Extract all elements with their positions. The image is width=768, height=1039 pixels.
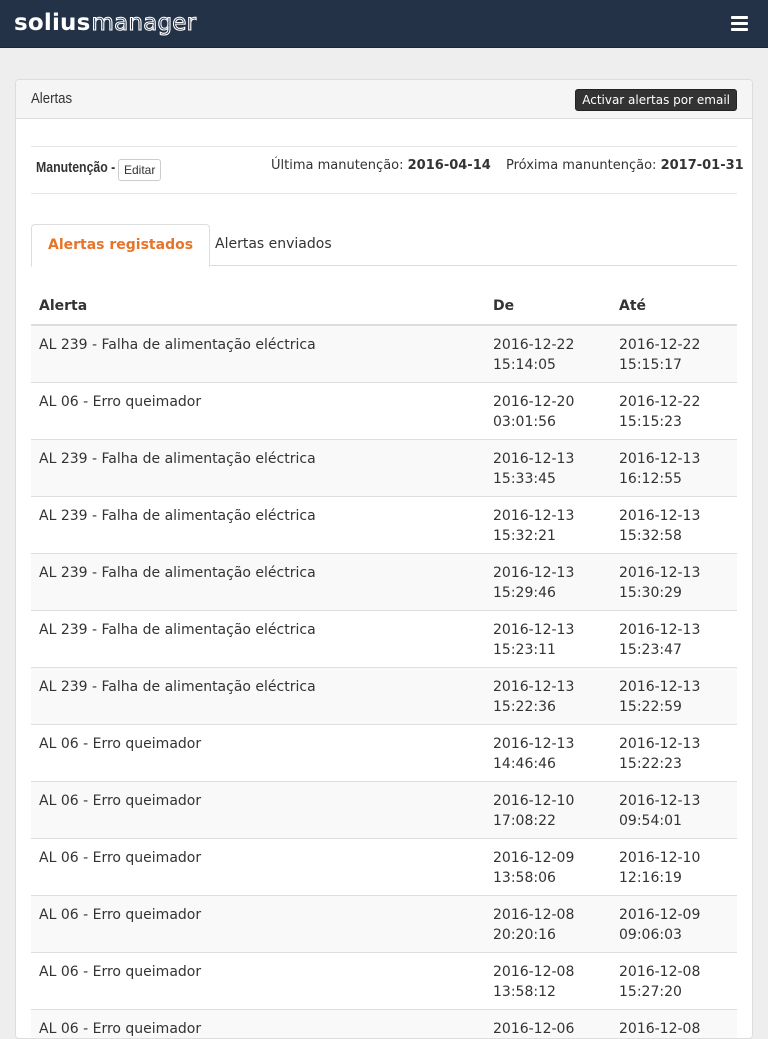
alerts-table [31, 287, 737, 1039]
from-datetime-cell [485, 1009, 611, 1039]
to-datetime-cell [611, 895, 737, 952]
from-datetime-cell [485, 838, 611, 895]
to-date: 2016-12-13 [619, 678, 701, 695]
alerts-tabs [31, 224, 737, 266]
table-row [31, 1009, 737, 1039]
to-time: 15:22:23 [619, 755, 682, 772]
alert-cell: AL 06 - Erro queimador [31, 781, 485, 838]
alert-cell: AL 06 - Erro queimador [31, 724, 485, 781]
to-date: 2016-12-13 [619, 507, 701, 524]
alert-cell: AL 06 - Erro queimador [31, 382, 485, 439]
table-row [31, 496, 737, 553]
table-row [31, 781, 737, 838]
to-date: 2016-12-13 [619, 564, 701, 581]
to-date: 2016-12-09 [619, 906, 701, 923]
hamburger-line [731, 22, 748, 25]
table-row [31, 895, 737, 952]
alerts-panel [15, 79, 753, 1039]
brand-logo-part2: manager [91, 10, 197, 36]
from-datetime-cell [485, 895, 611, 952]
to-time: 16:12:55 [619, 470, 682, 487]
from-time: 15:14:05 [493, 357, 556, 373]
to-date: 2016-12-22 [619, 393, 701, 410]
alert-cell: AL 239 - Falha de alimentação eléctrica [31, 496, 485, 553]
from-datetime-cell [485, 325, 611, 382]
from-datetime-cell [485, 496, 611, 553]
table-row [31, 952, 737, 1009]
to-date: 2016-12-08 [619, 963, 701, 980]
column-header-alert[interactable]: Alerta [31, 287, 485, 325]
alert-cell: AL 06 - Erro queimador [31, 838, 485, 895]
panel-heading [16, 80, 752, 119]
panel-title: Alertas [31, 90, 73, 107]
from-datetime-cell [485, 952, 611, 1009]
table-row [31, 382, 737, 439]
from-datetime-cell [485, 781, 611, 838]
alert-cell: AL 239 - Falha de alimentação eléctrica [31, 553, 485, 610]
from-date: 2016-12-08 [493, 906, 575, 923]
alert-cell: AL 239 - Falha de alimentação eléctrica [31, 325, 485, 382]
table-row [31, 724, 737, 781]
table-row [31, 325, 737, 382]
from-time: 20:20:16 [493, 926, 556, 943]
to-date: 2016-12-10 [619, 849, 701, 866]
to-time: 15:15:23 [619, 413, 682, 430]
last-maintenance [271, 158, 491, 173]
from-datetime-cell [485, 610, 611, 667]
activate-email-alerts-button[interactable]: Activar alertas por email [575, 89, 737, 111]
from-datetime-cell [485, 382, 611, 439]
alert-cell: AL 239 - Falha de alimentação eléctrica [31, 439, 485, 496]
last-maintenance-label: Última manutenção: [271, 158, 404, 173]
from-time: 15:23:11 [493, 641, 556, 658]
to-datetime-cell [611, 667, 737, 724]
alert-cell: AL 06 - Erro queimador [31, 895, 485, 952]
to-date: 2016-12-13 [619, 735, 701, 752]
to-datetime-cell [611, 952, 737, 1009]
brand-logo-part1: solius [14, 10, 91, 36]
to-time: 09:06:03 [619, 926, 682, 943]
from-date: 2016-12-13 [493, 678, 575, 695]
brand-logo[interactable] [14, 7, 196, 39]
to-datetime-cell [611, 553, 737, 610]
to-time: 15:32:58 [619, 527, 682, 544]
to-datetime-cell [611, 382, 737, 439]
from-date: 2016-12-10 [493, 792, 575, 809]
from-time: 03:01:56 [493, 413, 556, 430]
next-maintenance-value: 2017-01-31 [660, 158, 744, 173]
table-header-row [31, 287, 737, 325]
from-date: 2016-12-13 [493, 621, 575, 638]
to-datetime-cell [611, 325, 737, 382]
to-datetime-cell [611, 838, 737, 895]
from-date: 2016-12-08 [493, 963, 575, 980]
table-row [31, 553, 737, 610]
to-date: 2016-12-13 [619, 450, 701, 467]
to-date: 2016-12-13 [619, 621, 701, 638]
table-row [31, 667, 737, 724]
from-datetime-cell [485, 553, 611, 610]
from-datetime-cell [485, 724, 611, 781]
to-datetime-cell [611, 1009, 737, 1039]
to-datetime-cell [611, 610, 737, 667]
from-time: 13:58:12 [493, 983, 556, 1000]
to-datetime-cell [611, 724, 737, 781]
from-date: 2016-12-09 [493, 849, 575, 866]
to-time: 15:30:29 [619, 584, 682, 601]
to-time: 15:23:47 [619, 641, 682, 658]
hamburger-line [731, 28, 748, 31]
from-date: 2016-12-22 [493, 337, 575, 353]
from-date: 2016-12-13 [493, 735, 575, 752]
alert-cell: AL 06 - Erro queimador [31, 1009, 485, 1039]
alert-cell: AL 06 - Erro queimador [31, 952, 485, 1009]
from-datetime-cell [485, 667, 611, 724]
from-time: 14:46:46 [493, 755, 556, 772]
table-row [31, 838, 737, 895]
to-datetime-cell [611, 781, 737, 838]
from-date: 2016-12-13 [493, 450, 575, 467]
last-maintenance-value: 2016-04-14 [407, 158, 491, 173]
alert-cell: AL 239 - Falha de alimentação eléctrica [31, 667, 485, 724]
from-time: 15:32:21 [493, 527, 556, 544]
to-time: 15:22:59 [619, 698, 682, 715]
to-datetime-cell [611, 496, 737, 553]
maintenance-label: Manutenção - [36, 159, 116, 176]
alert-cell: AL 239 - Falha de alimentação eléctrica [31, 610, 485, 667]
from-date: 2016-12-06 [493, 1020, 575, 1037]
from-date: 2016-12-13 [493, 564, 575, 581]
to-time: 12:16:19 [619, 869, 682, 886]
next-maintenance-label: Próxima manuntenção: [506, 158, 657, 173]
column-header-from[interactable]: De [485, 287, 611, 325]
tab-sent-alerts[interactable]: Alertas enviados [215, 236, 332, 252]
hamburger-menu-icon[interactable] [731, 16, 748, 32]
from-time: 17:08:22 [493, 812, 556, 829]
hamburger-line [731, 16, 748, 19]
from-time: 15:29:46 [493, 584, 556, 601]
from-time: 13:58:06 [493, 869, 556, 886]
from-datetime-cell [485, 439, 611, 496]
to-date: 2016-12-22 [619, 337, 701, 353]
from-time: 15:22:36 [493, 698, 556, 715]
table-row [31, 439, 737, 496]
table-row [31, 610, 737, 667]
from-time: 15:33:45 [493, 470, 556, 487]
to-time: 09:54:01 [619, 812, 682, 829]
to-date: 2016-12-13 [619, 792, 701, 809]
column-header-to[interactable]: Até [611, 287, 737, 325]
to-time: 15:15:17 [619, 357, 682, 373]
to-datetime-cell [611, 439, 737, 496]
alerts-table-body [31, 325, 737, 1039]
maintenance-bar [31, 146, 744, 194]
edit-maintenance-button[interactable]: Editar [118, 159, 161, 181]
tab-registered-alerts[interactable]: Alertas registados [31, 224, 210, 267]
from-date: 2016-12-20 [493, 393, 575, 410]
from-date: 2016-12-13 [493, 507, 575, 524]
next-maintenance [506, 158, 744, 173]
to-date: 2016-12-08 [619, 1020, 701, 1037]
to-time: 15:27:20 [619, 983, 682, 1000]
top-navbar [0, 0, 768, 48]
